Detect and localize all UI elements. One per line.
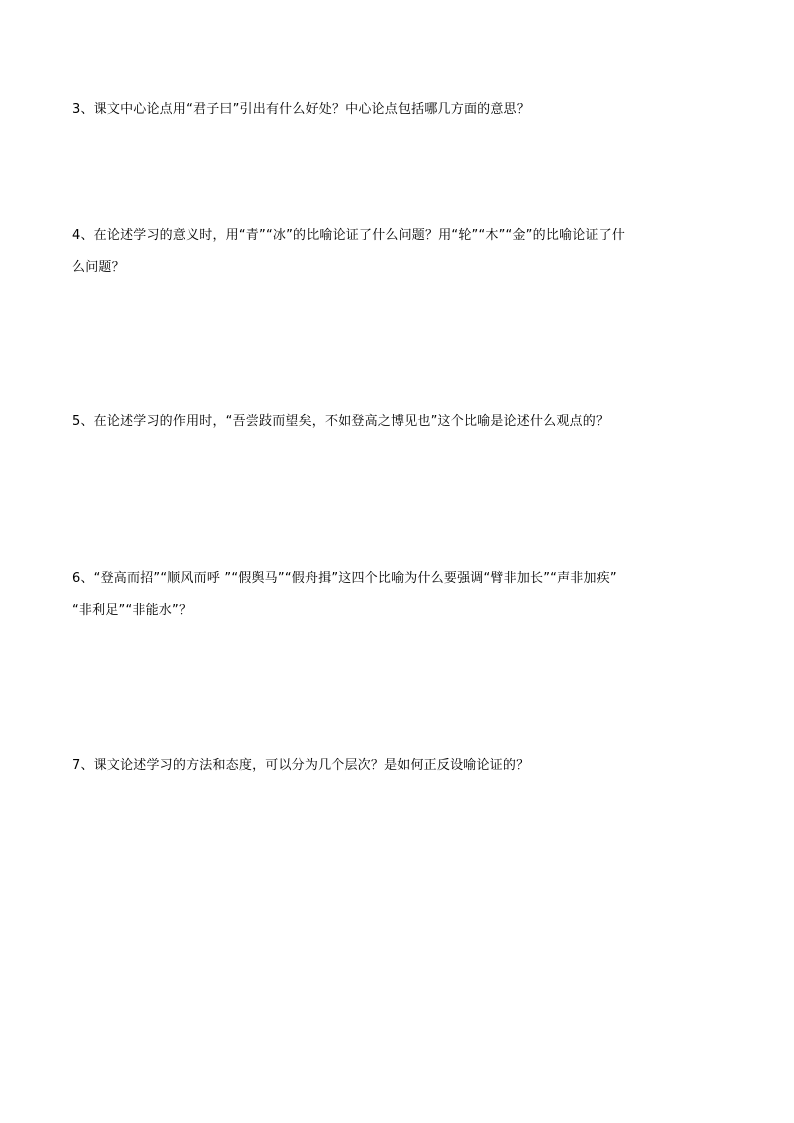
question-5-line-1: 5、在论述学习的作用时，“吾尝跂而望矣，不如登高之博见也”这个比喻是论述什么观点的？ bbox=[72, 414, 610, 429]
question-7-line-1: 7、课文论述学习的方法和态度，可以分为几个层次？是如何正反设喻论证的？ bbox=[72, 758, 530, 773]
question-5 bbox=[72, 406, 736, 438]
question-3-line-1: 3、课文中心论点用“君子曰”引出有什么好处？中心论点包括哪几方面的意思？ bbox=[72, 102, 530, 117]
question-4 bbox=[72, 220, 736, 284]
question-3 bbox=[72, 94, 736, 126]
question-4-line-2: 么问题？ bbox=[72, 260, 125, 275]
question-6-line-2: “非利足”“非能水”？ bbox=[72, 603, 193, 618]
question-4-line-1: 4、在论述学习的意义时，用“青”“冰”的比喻论证了什么问题？用“轮”“木”“金”的比喻论证了什 bbox=[72, 228, 626, 243]
question-6-line-1: 6、“登高而招”“顺风而呼 ”“假舆马”“假舟揖”这四个比喻为什么要强调“臂非加长”“声非加疾” bbox=[72, 571, 617, 586]
question-7 bbox=[72, 750, 736, 782]
question-6 bbox=[72, 563, 736, 627]
